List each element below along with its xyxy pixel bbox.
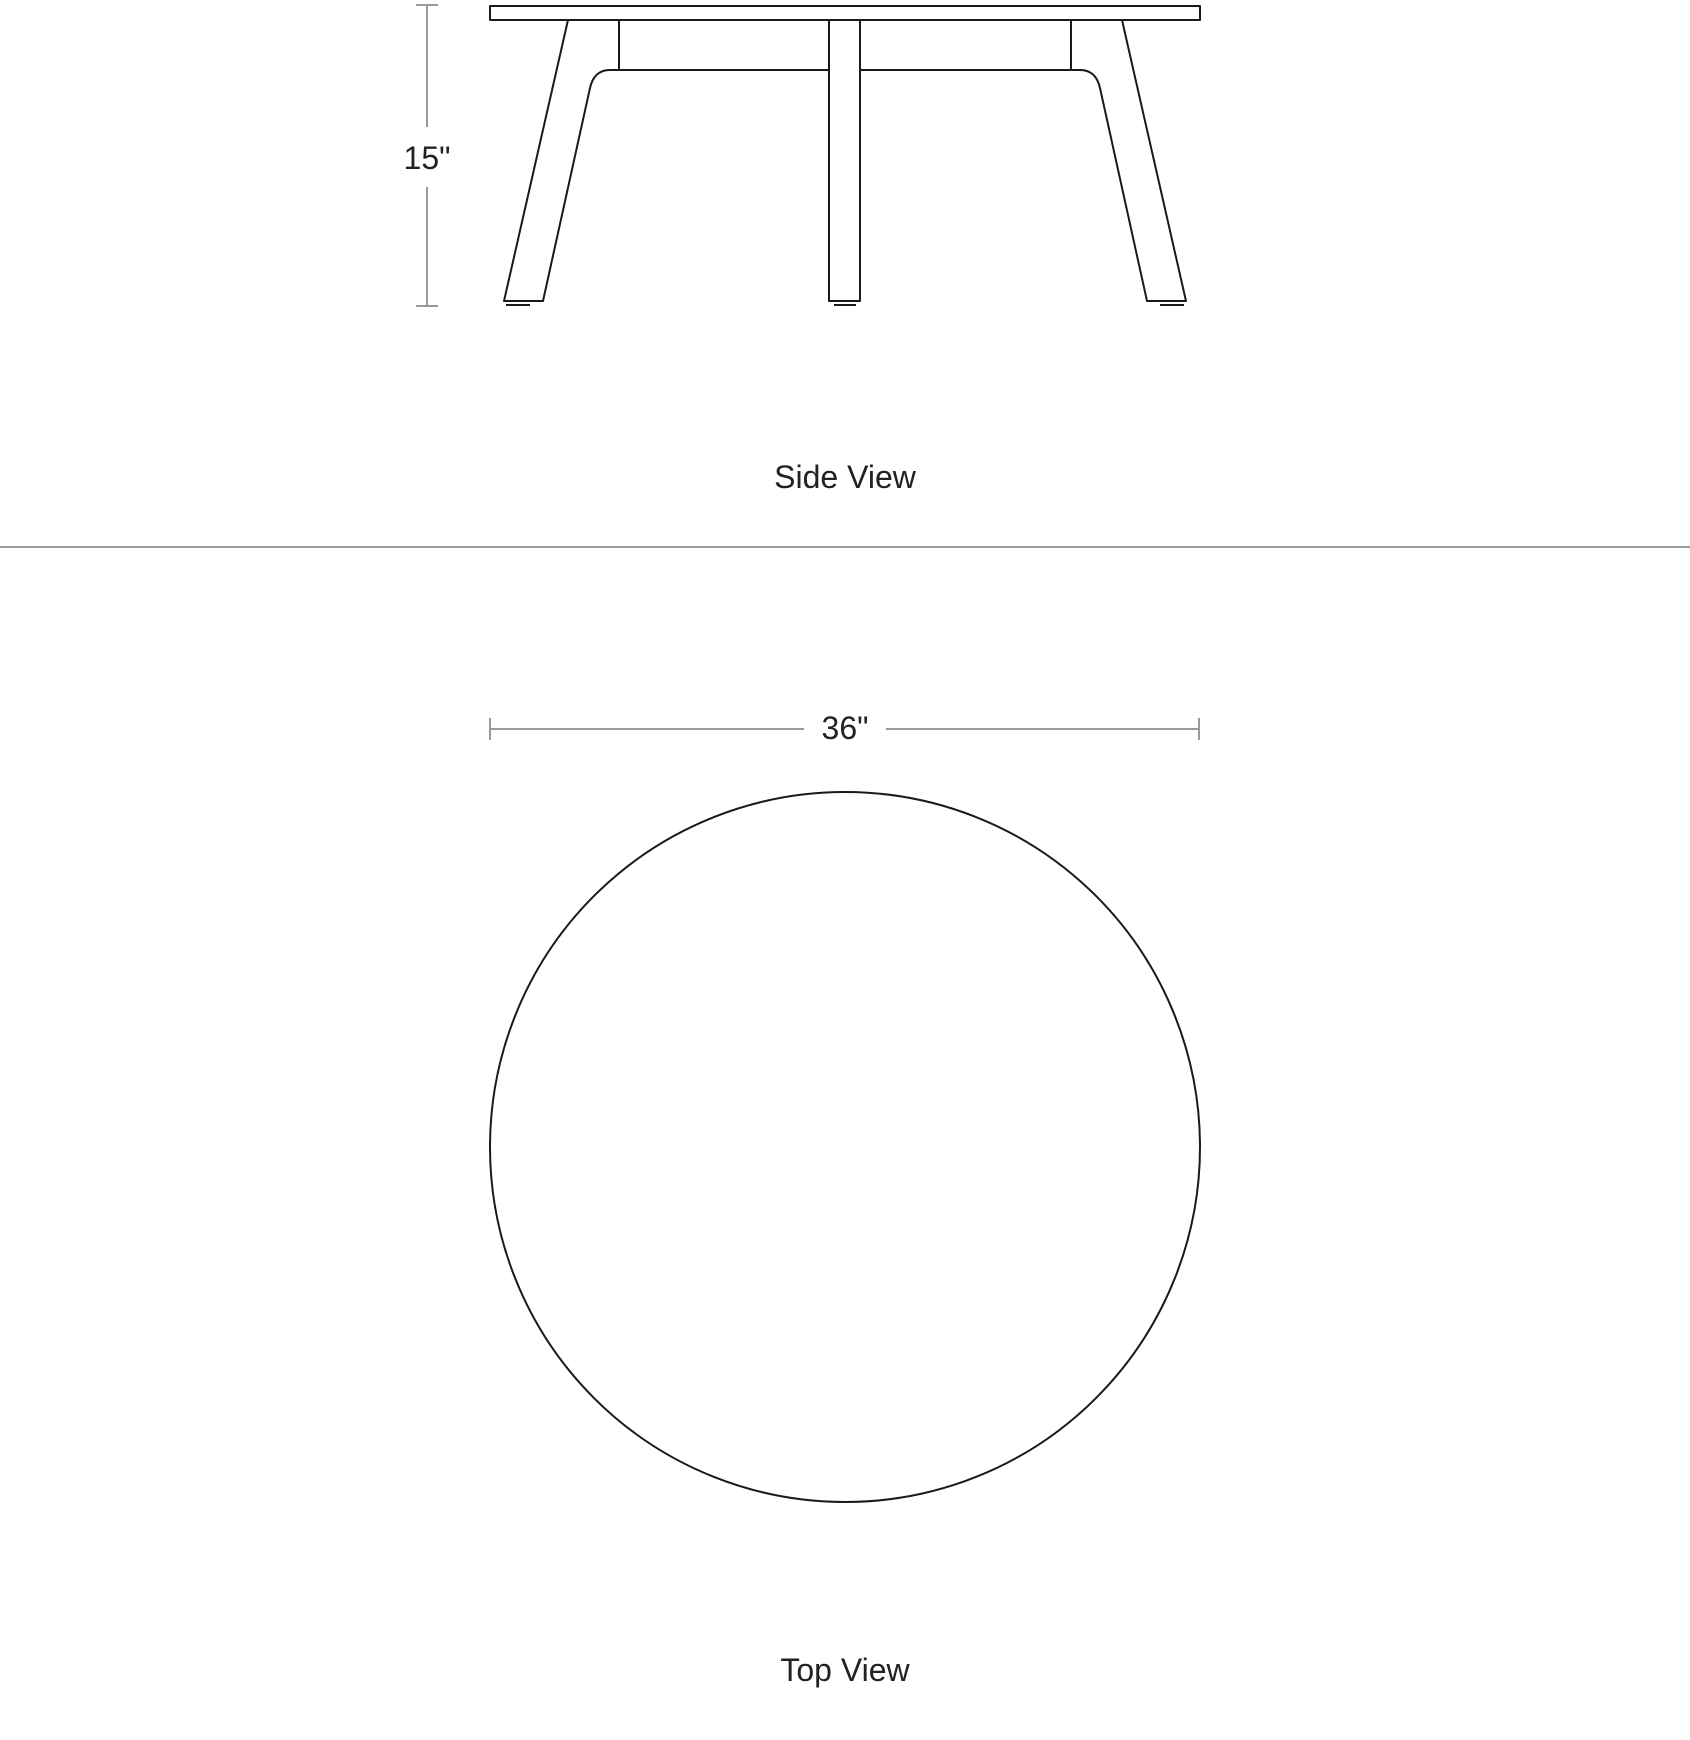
tabletop-side bbox=[490, 6, 1200, 20]
tabletop-top bbox=[490, 792, 1200, 1502]
height-dimension-label: 15" bbox=[403, 140, 451, 176]
side-view-label: Side View bbox=[774, 459, 916, 495]
leg-left bbox=[504, 20, 619, 301]
top-view bbox=[490, 710, 1200, 1688]
leg-right bbox=[1071, 20, 1186, 301]
table-side-elevation bbox=[490, 6, 1200, 305]
leg-center bbox=[829, 20, 860, 301]
side-view bbox=[404, 5, 1200, 495]
top-view-label: Top View bbox=[780, 1652, 910, 1688]
diameter-dimension-label: 36" bbox=[821, 710, 869, 746]
height-dimension bbox=[404, 5, 451, 306]
diameter-dimension bbox=[490, 710, 1199, 746]
